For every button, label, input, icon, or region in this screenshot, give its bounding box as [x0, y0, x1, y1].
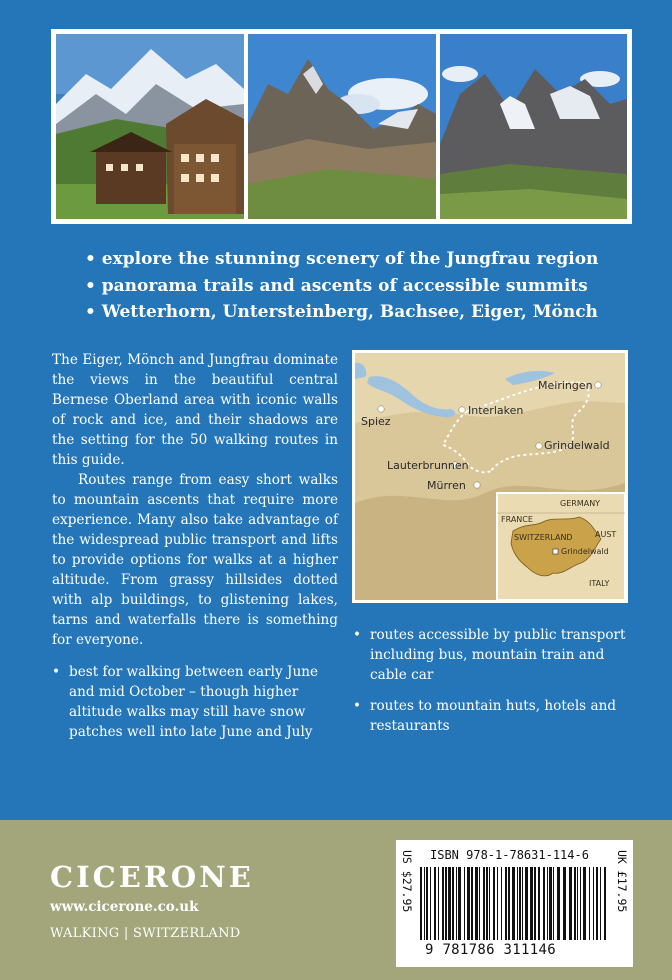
- photo-peaks: [248, 34, 436, 219]
- inset-label-austria: AUST: [595, 530, 617, 539]
- price-uk: UK £17.95: [615, 850, 629, 913]
- photo-eiger: [440, 34, 627, 219]
- highlights-list: [85, 246, 645, 326]
- map-label-meiringen: Meiringen: [538, 379, 593, 392]
- map-label-interlaken: Interlaken: [468, 404, 524, 417]
- inset-label-switzerland: SWITZERLAND: [514, 533, 573, 542]
- photo-strip: [51, 29, 632, 224]
- price-us: US $27.95: [400, 850, 414, 913]
- barcode-digits: 9 781786 311146: [425, 942, 556, 958]
- description-paragraph: The Eiger, Mönch and Jungfrau dominate the views in the beautiful central Bernese Oberland area with iconic walls of rock and ice, and their shadows are the setting for the 50 walking routes in this guide.: [52, 352, 338, 468]
- map-label-murren: Mürren: [427, 479, 466, 492]
- inset-map: [497, 493, 625, 600]
- description-paragraph: Routes range from easy short walks to mountain ascents that require more experience. Many also take advantage of the widespread public transport and lifts to provide options for walks at a higher altitude. From grassy hillsides dotted with alp buildings, to glistening lakes, tarns and waterfalls there is something for everyone.: [52, 472, 338, 648]
- map-label-spiez: Spiez: [361, 415, 391, 428]
- inset-label-italy: ITALY: [589, 579, 610, 588]
- photo-chalet: [56, 34, 244, 219]
- book-category: WALKING | SWITZERLAND: [50, 926, 241, 941]
- peaks-image: [248, 34, 436, 219]
- isbn-text: ISBN 978-1-78631-114-6: [430, 848, 589, 862]
- route-map: [352, 350, 628, 603]
- description: [52, 350, 338, 742]
- feature-bullet: • routes to mountain huts, hotels and restaurants: [353, 696, 643, 736]
- eiger-image: [440, 34, 627, 219]
- map-graphic: [355, 353, 625, 600]
- highlight-item: • panorama trails and ascents of accessible summits: [85, 275, 588, 296]
- inset-label-france: FRANCE: [501, 515, 533, 524]
- barcode-panel: [396, 840, 633, 967]
- highlight-item: • Wetterhorn, Untersteinberg, Bachsee, Eiger, Mönch: [85, 302, 598, 322]
- barcode-bars: [420, 867, 610, 940]
- chalet-image: [56, 34, 244, 219]
- feature-bullet: • routes accessible by public transport including bus, mountain train and cable car: [353, 625, 643, 685]
- inset-label-germany: GERMANY: [560, 499, 601, 508]
- season-list: [52, 662, 338, 742]
- highlight-item: • explore the stunning scenery of the Jungfrau region: [85, 249, 599, 269]
- publisher-logo: CICERONE: [50, 860, 254, 894]
- features-list: [353, 625, 643, 736]
- season-bullet: • best for walking between early June and mid October – though higher altitude walks may still have snow patches well into late June and July: [52, 662, 338, 742]
- inset-label-grindelwald: Grindelwald: [561, 547, 609, 556]
- map-label-grindelwald: Grindelwald: [544, 439, 610, 452]
- publisher-website[interactable]: www.cicerone.co.uk: [50, 899, 199, 915]
- map-label-lauterbrunnen: Lauterbrunnen: [387, 459, 469, 472]
